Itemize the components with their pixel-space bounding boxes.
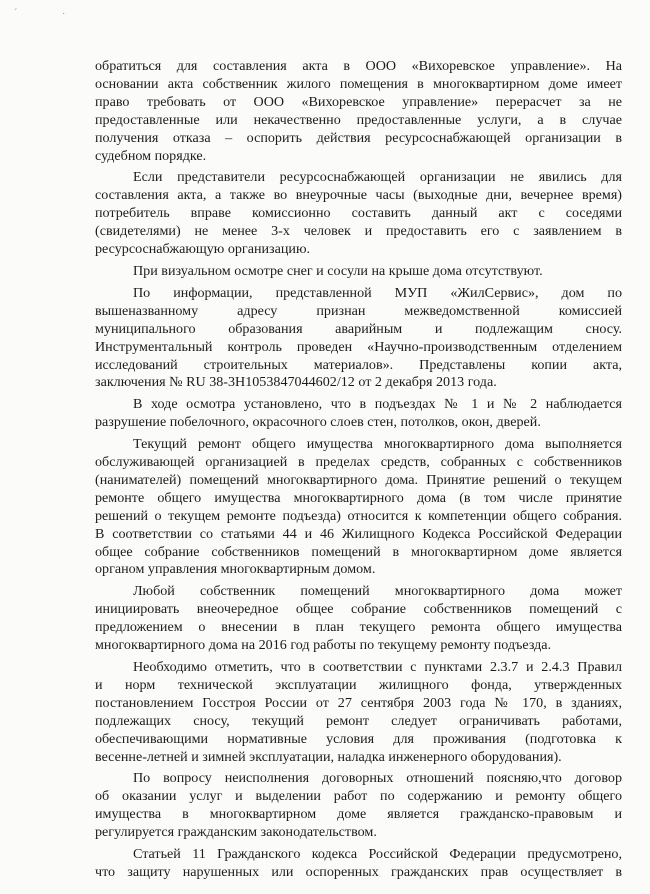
text-line: вышеназванному адресу признан межведомственной комиссией [95,302,622,319]
scan-mark: ˙ [62,12,66,23]
text-line: По информации, представленной МУП «ЖилСервис», дом по [133,284,622,301]
text-line: Текущий ремонт общего имущества многоквартирного дома выполняется [133,436,622,453]
text-line: обеспечивающими нормативные условия для проживания (подготовка к [95,730,622,747]
text-line: Статьей 11 Гражданского кодекса Российской Федерации предусмотрено, [133,846,622,863]
text-line: основании акта собственник жилого помещения в многоквартирном доме имеет [95,75,622,92]
text-line: постановлением Госстроя России от 27 сентября 2003 года № 170, в зданиях, [95,694,622,711]
text-line: решений о текущем ремонте подъезда) относится к компетенции общего собрания. [95,507,622,524]
text-line: судебном порядке. [95,147,207,164]
text-line: получения отказа – оспорить действия ресурсоснабжающей организации в [95,129,622,146]
text-line: имущества в многоквартирном доме является гражданско-правовым и [95,806,622,823]
text-line: (свидетелями) не менее 3-х человек и предоставить его с заявлением в [95,223,622,240]
text-line: При визуальном осмотре снег и сосули на крыше дома отсутствуют. [133,262,543,279]
text-line: предложением о внесении в план текущего ремонта общего имущества [95,619,622,636]
text-line: В ходе осмотра установлено, что в подъездах № 1 и № 2 наблюдается [133,396,622,413]
document-body [95,58,622,882]
text-line: По вопросу неисполнения договорных отношений поясняю,что договор [133,770,622,787]
text-line: ресурсоснабжающую организацию. [95,241,310,258]
text-line: регулируется гражданским законодательством. [95,824,377,841]
text-line: об оказании услуг и выделении работ по содержанию и ремонту общего [95,788,622,805]
text-line: Любой собственник помещений многоквартирного дома может [133,583,622,600]
text-line: Если представители ресурсоснабжающей организации не явились для [133,169,622,186]
text-line: исследований строительных материалов». Представлены копии акта, [95,356,622,373]
text-line: право требовать от ООО «Вихоревское управление» перерасчет за не [95,93,622,110]
text-line: (нанимателей) помещений многоквартирного дома. Принятие решений о текущем [95,471,622,488]
scan-mark: ´ [14,8,18,19]
text-line: многоквартирного дома на 2016 год работы по текущему ремонту подъезда. [95,637,552,654]
text-line: обратиться для составления акта в ООО «Вихоревское управление». На [95,58,622,74]
text-line: весенне-летней и зимней эксплуатации, наладка инженерного оборудования). [95,748,562,765]
text-line: заключения № RU 38-3Н1053847044602/12 от 2 декабря 2013 года. [95,374,497,391]
text-line: и норм технической эксплуатации жилищного фонда, утвержденных [95,676,622,693]
text-line: Инструментальный контроль проведен «Научно-производственным отделением [95,338,622,355]
text-line: Необходимо отметить, что в соответствии с пунктами 2.3.7 и 2.4.3 Правил [133,659,622,675]
text-line: подлежащих сносу, текущий ремонт следует ограничивать работами, [95,712,622,729]
text-line: В соответствии со статьями 44 и 46 Жилищного Кодекса Российской Федерации [95,525,622,542]
text-line: что защиту нарушенных или оспоренных гражданских прав осуществляет в [95,863,622,880]
text-line: потребитель вправе комиссионно составить данный акт с соседями [95,205,622,222]
text-line: разрушение побелочного, окрасочного слоев стен, потолков, окон, дверей. [95,414,541,431]
text-line: органом управления многоквартирным домом. [95,561,376,578]
text-line: общее собрание собственников помещений в многоквартирном доме является [95,543,622,560]
text-line: ремонте общего имущества многоквартирного дома (в том числе принятие [95,489,622,506]
text-line: муниципального образования аварийным и подлежащим сносу. [95,320,622,337]
text-line: составления акта, а также во внеурочные часы (выходные дни, вечернее время) [95,187,622,204]
text-line: обслуживающей организацией в пределах средств, собранных с собственников [95,454,622,471]
text-line: предоставленные или некачественно предоставленные услуги, а в случае [95,111,622,128]
text-line: инициировать внеочередное общее собрание собственников помещений с [95,601,622,618]
